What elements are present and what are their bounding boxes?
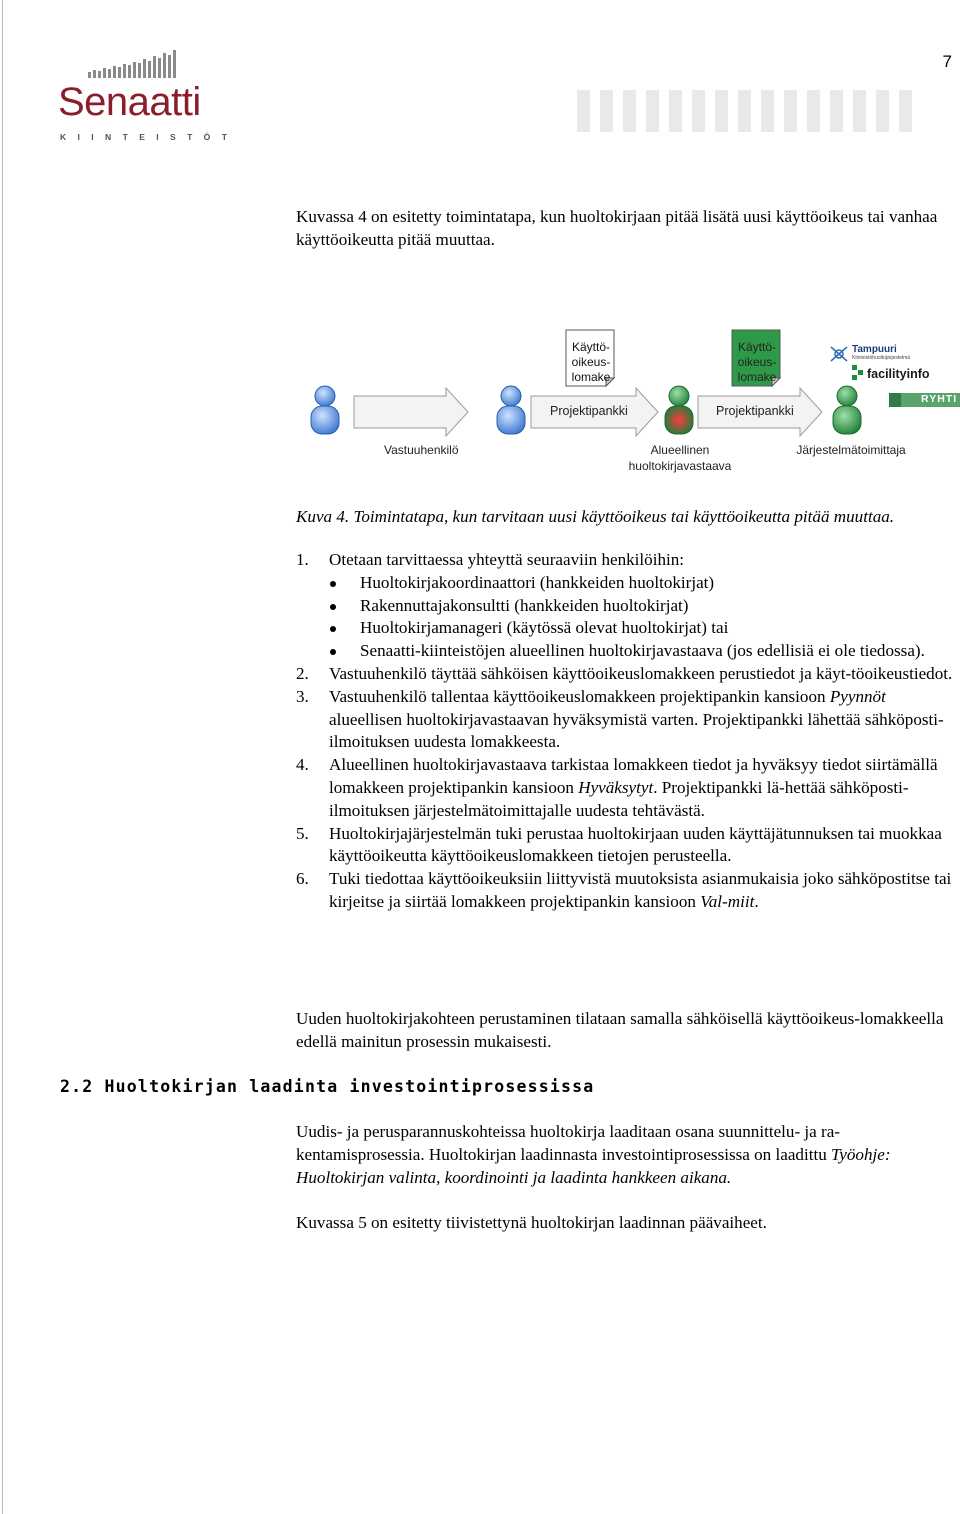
senaatti-logo — [58, 48, 239, 144]
section-heading: 2.2 Huoltokirjan laadinta investointiprosessissa — [60, 1077, 595, 1096]
actor-label-vastuuhenkilo: Vastuuhenkilö — [384, 443, 459, 457]
section-paragraph-1: Uudis- ja perusparannuskohteissa huoltokirja laaditaan osana suunnittelu- ja ra-kentamisprosessia. Huoltokirjan laadinnasta investointiprosessissa on laadittu Työohje: Huoltokirjan valinta, koordinointi ja laadinta hankkeen aikana. — [296, 1122, 891, 1187]
process-diagram — [296, 326, 960, 476]
step-6: 6. Tuki tiedottaa käyttöoikeuksiin liittyvistä muutoksista asianmukaisia joko sähköpostitse tai kirjeitse ja siirtää lomakkeen projektipankin kansioon Val-miit. — [296, 869, 952, 911]
form-document-1-label: Käyttö- oikeus- lomake — [571, 340, 611, 384]
step-2: 2. Vastuuhenkilö täyttää sähköisen käyttöoikeuslomakkeen perustiedot ja käyt-töoikeustiedot. — [296, 663, 953, 683]
intro-paragraph: Kuvassa 4 on esitetty toimintatapa, kun huoltokirjaan pitää lisätä uusi käyttöoikeus tai vanhaa käyttöoikeutta pitää muuttaa. — [296, 207, 938, 249]
figure-caption: Kuva 4. Toimintatapa, kun tarvitaan uusi käyttöoikeus tai käyttöoikeutta pitää muuttaa. — [296, 507, 895, 526]
step-3: 3. Vastuuhenkilö tallentaa käyttöoikeuslomakkeen projektipankin kansioon Pyynnöt alueellisen huoltokirjavastaavan hyväksymistä varten. Projektipankki lähettää sähköposti-ilmoituksen uudesta lomakkeesta. — [296, 686, 944, 752]
process-steps — [296, 549, 956, 914]
form-document-2-label: Käyttö- oikeus- lomake — [737, 340, 777, 384]
actor-label-huoltokirjavastaava: Alueellinen huoltokirjavastaava — [628, 443, 732, 473]
contact-item: Rakennuttajakonsultti (hankkeiden huoltokirjat) — [360, 595, 956, 618]
page-number: 7 — [942, 52, 952, 71]
facilityinfo-logo-icon — [852, 365, 863, 380]
logo-wordmark: Senaatti — [58, 80, 201, 124]
tampuuri-logo-icon — [831, 347, 847, 361]
arrow-label-projektipankki-1: Projektipankki — [550, 404, 628, 418]
person-blue-2-icon — [497, 386, 525, 434]
logo-subtitle: KIINTEISTÖT — [60, 132, 239, 142]
flow-arrow-1 — [354, 388, 468, 436]
person-huoltokirjavastaava-icon — [665, 386, 693, 434]
vendor-ryhti: RYHTI — [921, 393, 958, 405]
person-jarjestelmatoimittaja-icon — [833, 386, 861, 434]
page-left-rule — [2, 0, 3, 1514]
section-paragraph-2: Kuvassa 5 on esitetty tiivistettynä huoltokirjan laadinnan päävaiheet. — [296, 1213, 767, 1232]
step-1: 1. Otetaan tarvittaessa yhteyttä seuraaviin henkilöihin: Huoltokirjakoordinaattori (hankkeiden huoltokirjat) Rakennuttajakonsultti (hankkeiden huoltokirjat) Huoltokirjamanageri (käytössä olevat huoltokirjat) tai Senaatti-kiinteistöjen alueellinen huoltokirjavastaava (jos edellisiä ei ole tiedossa). — [296, 549, 956, 663]
step-5: 5. Huoltokirjajärjestelmän tuki perustaa huoltokirjaan uuden käyttäjätunnuksen tai muokkaa käyttöoikeutta käyttöoikeuslomakkeen tietojen perusteella. — [296, 823, 942, 866]
step-4: 4. Alueellinen huoltokirjavastaava tarkistaa lomakkeen tiedot ja hyväksyy tiedot siirtämällä lomakkeen projektipankin kansioon Hyväksytyt. Projektipankki lä-hettää sähköposti-ilmoituksen järjestelmätoimittajalle uudesta tehtävästä. — [296, 755, 938, 820]
person-vastuuhenkilo-icon — [311, 386, 339, 434]
vendor-facilityinfo: facilityinfo — [867, 367, 930, 381]
actor-label-jarjestelmatoimittaja: Järjestelmätoimittaja — [796, 443, 906, 457]
header-decorative-squares — [577, 90, 922, 132]
contact-item: Huoltokirjamanageri (käytössä olevat huoltokirjat) tai — [360, 617, 956, 640]
contact-list — [296, 572, 956, 663]
vendor-tampuuri: Tampuuri — [852, 344, 897, 355]
contact-item: Senaatti-kiinteistöjen alueellinen huoltokirjavastaava (jos edellisiä ei ole tiedossa). — [360, 640, 956, 663]
arrow-label-projektipankki-2: Projektipankki — [716, 404, 794, 418]
new-object-paragraph: Uuden huoltokirjakohteen perustaminen tilataan samalla sähköisellä käyttöoikeus-lomakkeella edellä mainitun prosessin mukaisesti. — [296, 1009, 944, 1051]
contact-item: Huoltokirjakoordinaattori (hankkeiden huoltokirjat) — [360, 572, 956, 595]
logo-bars-graphic — [88, 48, 176, 78]
vendor-tampuuri-sub: Kiinteistöhuoltojärjestelmä — [852, 355, 911, 361]
